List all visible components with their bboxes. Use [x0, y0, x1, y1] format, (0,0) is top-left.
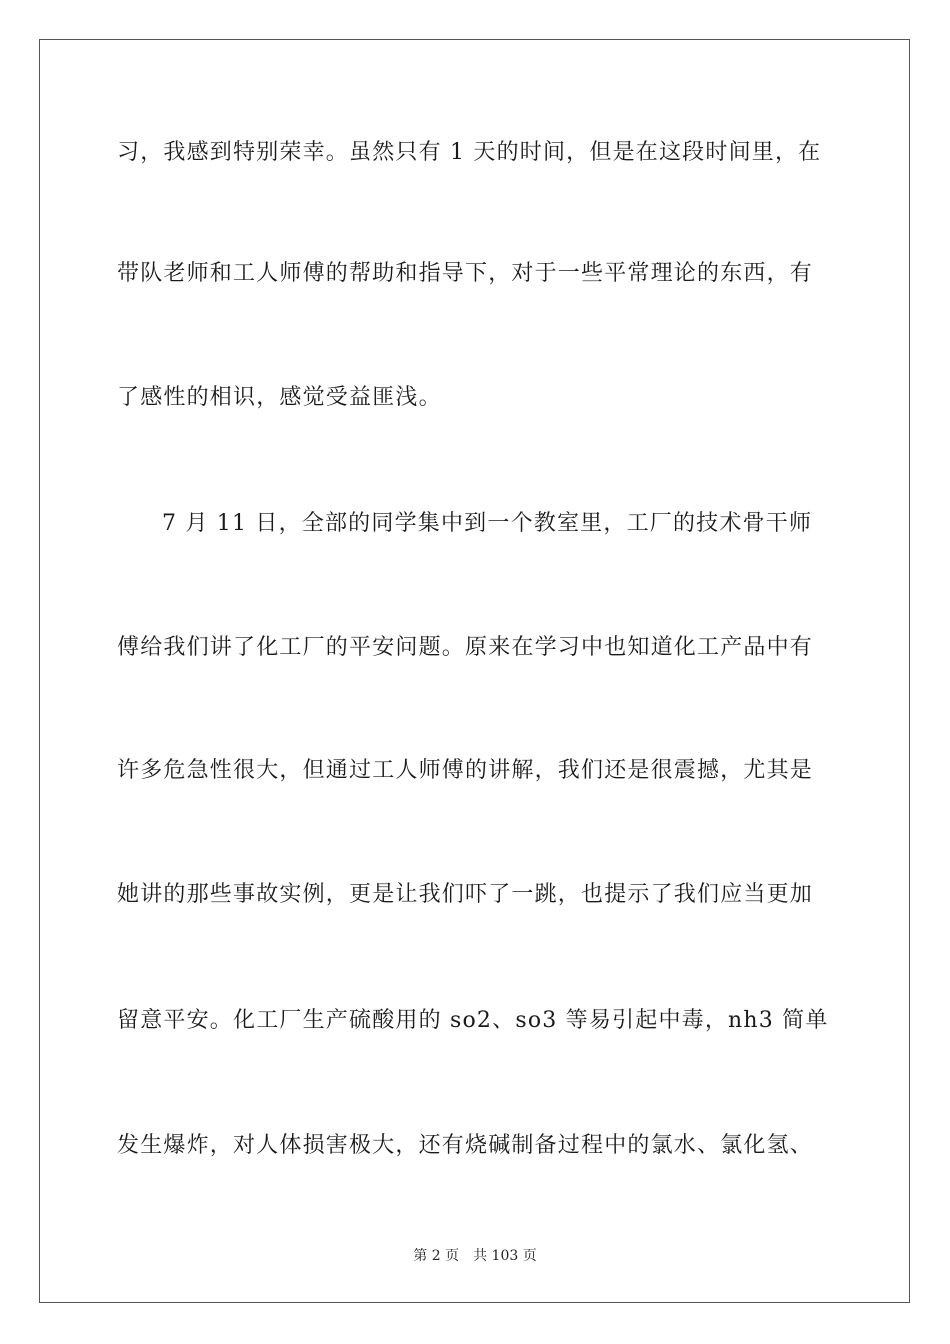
body-text-line: 她讲的那些事故实例，更是让我们吓了一跳，也提示了我们应当更加: [117, 882, 814, 907]
body-text-line: 留意平安。化工厂生产硫酸用的 so2、so3 等易引起中毒，nh3 简单: [117, 1008, 829, 1033]
body-text-line: 了感性的相识，感觉受益匪浅。: [117, 385, 442, 410]
page-border: [39, 39, 910, 1303]
body-text-line: 习，我感到特别荣幸。虽然只有 1 天的时间，但是在这段时间里，在: [117, 140, 822, 165]
body-text-line: 许多危急性很大，但通过工人师傅的讲解，我们还是很震撼，尤其是: [117, 758, 814, 783]
page-footer: [0, 1247, 950, 1265]
body-text-line: 发生爆炸，对人体损害极大，还有烧碱制备过程中的氯水、氯化氢、: [117, 1133, 814, 1158]
body-text-line: 傅给我们讲了化工厂的平安问题。原来在学习中也知道化工产品中有: [117, 635, 814, 660]
body-text-line: 7 月 11 日，全部的同学集中到一个教室里，工厂的技术骨干师: [162, 511, 813, 536]
page-number: 第 2 页: [413, 1248, 460, 1264]
page-total: 共 103 页: [473, 1248, 537, 1264]
body-text-line: 带队老师和工人师傅的帮助和指导下，对于一些平常理论的东西，有: [117, 261, 814, 286]
